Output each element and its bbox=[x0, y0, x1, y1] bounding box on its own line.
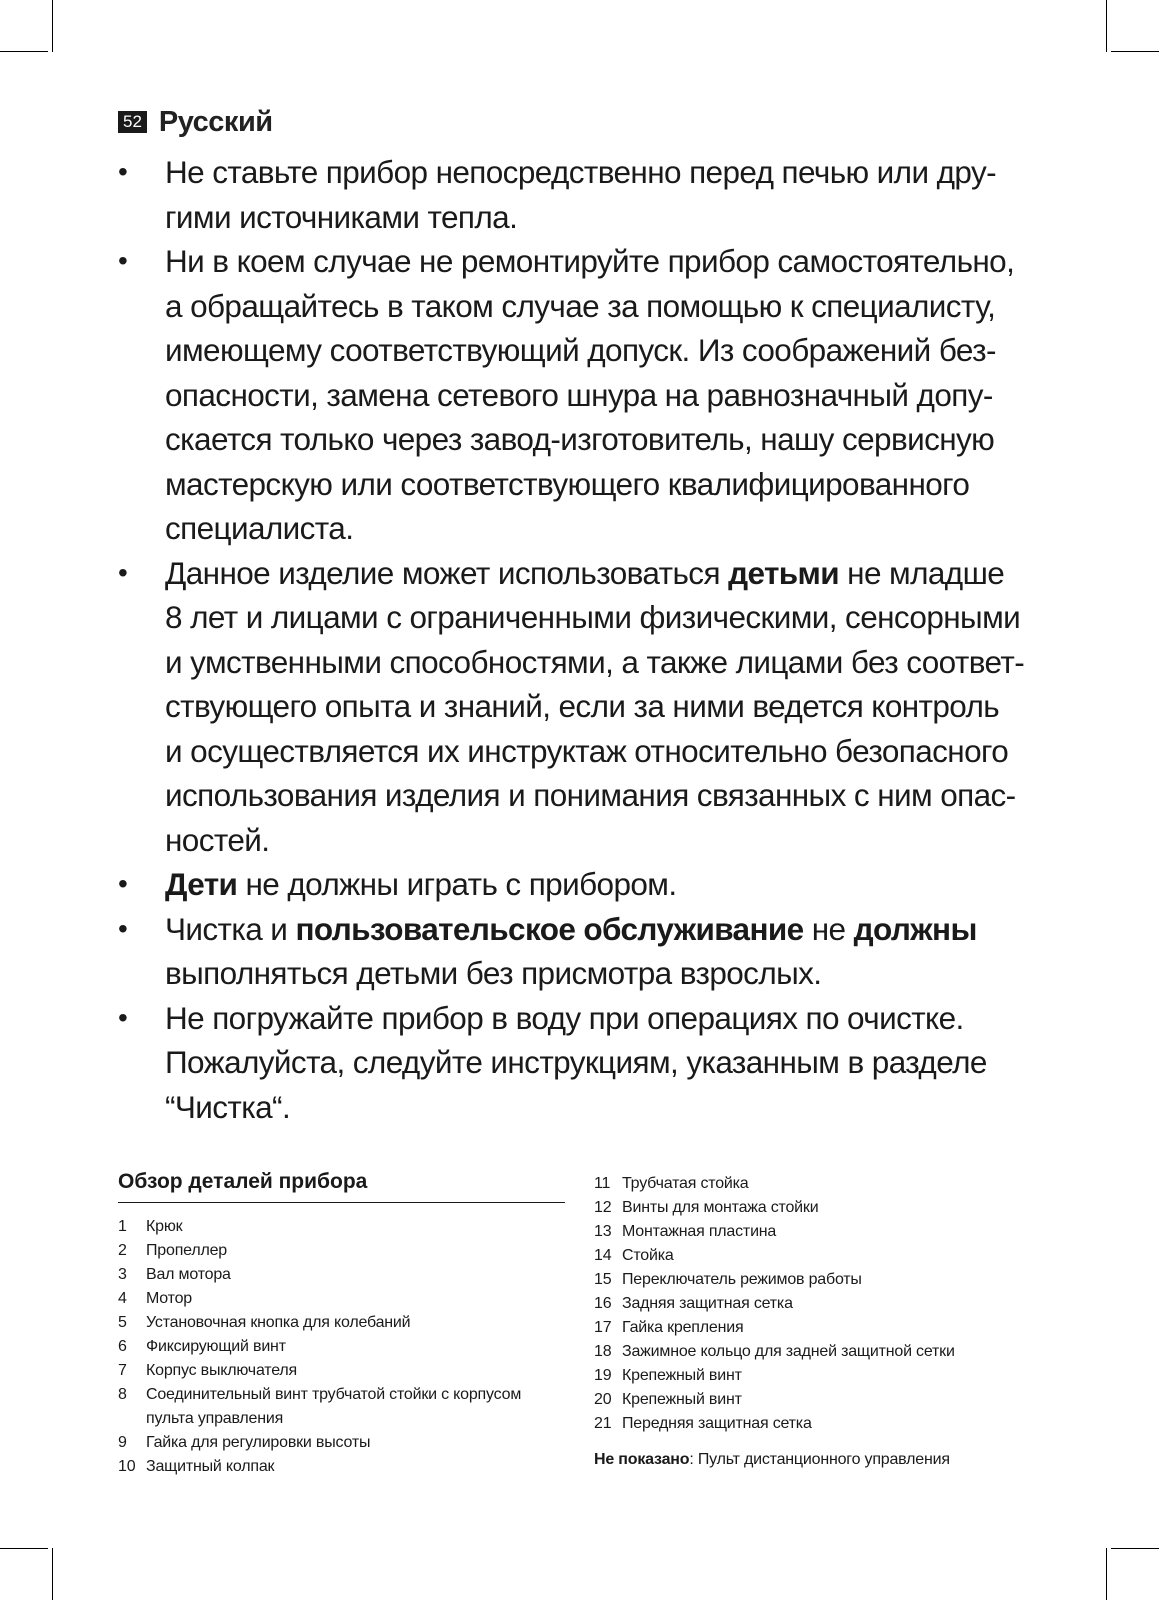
bullet-text: и умственными способностями, а также лицами без соответ- bbox=[165, 643, 1025, 680]
part-label: Задняя защитная сетка bbox=[622, 1295, 793, 1312]
bullet-text: Пожалуйста, следуйте инструкциям, указанным в разделе bbox=[165, 1044, 987, 1080]
part-number: 9 bbox=[118, 1434, 127, 1451]
page-header bbox=[118, 104, 273, 140]
bullet-line bbox=[165, 462, 1058, 507]
part-number: 17 bbox=[594, 1319, 612, 1336]
part-label: Крепежный винт bbox=[622, 1391, 742, 1408]
bullet-line bbox=[165, 284, 1058, 329]
part-label: Фиксирующий винт bbox=[146, 1338, 286, 1355]
part-number: 2 bbox=[118, 1242, 127, 1259]
parts-list-left bbox=[118, 1215, 565, 1479]
bullet-dot-icon: • bbox=[118, 912, 128, 944]
bullet-text: не должны играть с прибором. bbox=[237, 866, 677, 902]
part-number: 10 bbox=[118, 1458, 136, 1475]
part-item bbox=[594, 1316, 1034, 1340]
bullet-line bbox=[165, 951, 1058, 996]
part-label: Гайка крепления bbox=[622, 1319, 744, 1336]
bullet-text: мастерскую или соответствующего квалифицированного bbox=[165, 465, 970, 502]
part-item bbox=[118, 1431, 565, 1455]
bullet-text: Не ставьте прибор непосредственно перед печью или дру- bbox=[165, 154, 996, 190]
part-label: Монтажная пластина bbox=[622, 1223, 777, 1240]
part-item bbox=[118, 1287, 565, 1311]
part-label: пульта управления bbox=[146, 1410, 284, 1427]
not-shown-note bbox=[594, 1448, 1034, 1472]
part-item bbox=[118, 1215, 565, 1239]
bullet-text: Чистка и bbox=[165, 910, 296, 947]
part-number: 14 bbox=[594, 1247, 612, 1264]
bullet-text: ностей. bbox=[165, 821, 270, 858]
part-number: 5 bbox=[118, 1314, 127, 1331]
part-item bbox=[594, 1244, 1034, 1268]
part-item bbox=[118, 1311, 565, 1335]
bullet-line bbox=[165, 862, 1058, 907]
part-label: Крепежный винт bbox=[622, 1367, 742, 1384]
part-item bbox=[594, 1220, 1034, 1244]
bullet-text: имеющему соответствующий допуск. Из соображений без- bbox=[165, 332, 996, 368]
part-number: 16 bbox=[594, 1295, 612, 1312]
page-number: 52 bbox=[118, 111, 147, 133]
safety-bullet bbox=[118, 150, 1058, 239]
bullet-text: “Чистка“. bbox=[165, 1088, 291, 1125]
emphasis-text: детьми bbox=[728, 554, 840, 591]
overview-title: Обзор деталей прибора bbox=[118, 1170, 565, 1203]
crop-mark bbox=[52, 0, 53, 52]
bullet-line bbox=[165, 417, 1058, 462]
part-item bbox=[594, 1388, 1034, 1412]
part-item bbox=[594, 1196, 1034, 1220]
part-item bbox=[118, 1335, 565, 1359]
bullet-line bbox=[165, 640, 1058, 685]
part-label: Мотор bbox=[146, 1290, 193, 1307]
bullet-dot-icon: • bbox=[118, 556, 128, 588]
emphasis-text: Дети bbox=[165, 866, 238, 902]
part-number: 6 bbox=[118, 1338, 127, 1355]
bullet-dot-icon: • bbox=[118, 1001, 128, 1033]
part-number: 12 bbox=[594, 1199, 612, 1216]
bullet-line bbox=[165, 595, 1058, 640]
part-item bbox=[594, 1364, 1034, 1388]
part-label: Гайка для регулировки высоты bbox=[146, 1434, 371, 1451]
parts-overview bbox=[118, 1170, 565, 1479]
bullet-line bbox=[165, 551, 1058, 596]
bullet-text: скается только через завод-изготовитель, нашу сервисную bbox=[165, 421, 995, 457]
part-number: 4 bbox=[118, 1290, 127, 1307]
part-item bbox=[594, 1340, 1034, 1364]
part-item bbox=[118, 1239, 565, 1263]
safety-bullet bbox=[118, 907, 1058, 996]
parts-list-right bbox=[594, 1172, 1034, 1436]
part-item bbox=[118, 1263, 565, 1287]
part-label: Соединительный винт трубчатой стойки с корпусом bbox=[146, 1386, 522, 1403]
bullet-line bbox=[165, 684, 1058, 729]
part-label: Стойка bbox=[622, 1247, 674, 1264]
bullet-text: Не погружайте прибор в воду при операциях по очистке. bbox=[165, 999, 964, 1036]
bullet-line bbox=[165, 1040, 1058, 1085]
bullet-text: ствующего опыта и знаний, если за ними ведется контроль bbox=[165, 688, 1000, 724]
parts-overview-right bbox=[594, 1172, 1034, 1472]
section-language-title: Русский bbox=[158, 105, 273, 138]
part-number: 13 bbox=[594, 1223, 612, 1240]
safety-bullet-list bbox=[118, 150, 1058, 1129]
bullet-dot-icon: • bbox=[118, 156, 128, 187]
safety-bullet bbox=[118, 996, 1058, 1130]
part-label: Переключатель режимов работы bbox=[622, 1271, 862, 1288]
bullet-text: 8 лет и лицами с ограниченными физическими, сенсорными bbox=[165, 599, 1021, 635]
part-item bbox=[594, 1412, 1034, 1436]
bullet-line bbox=[165, 506, 1058, 551]
bullet-line bbox=[165, 996, 1058, 1041]
part-label: Трубчатая стойка bbox=[622, 1175, 749, 1192]
part-label: Вал мотора bbox=[146, 1266, 231, 1283]
bullet-text: Данное изделие может использоваться bbox=[165, 554, 729, 591]
part-number: 1 bbox=[118, 1218, 127, 1235]
part-number: 3 bbox=[118, 1266, 127, 1283]
part-label: Передняя защитная сетка bbox=[622, 1415, 812, 1432]
bullet-text: не bbox=[803, 910, 854, 947]
bullet-text: выполняться детьми без присмотра взрослых. bbox=[165, 955, 822, 991]
safety-bullet bbox=[118, 239, 1058, 551]
bullet-line bbox=[165, 150, 1058, 195]
part-item bbox=[118, 1455, 565, 1479]
bullet-text: специалиста. bbox=[165, 510, 354, 546]
part-number: 18 bbox=[594, 1343, 612, 1360]
safety-bullet bbox=[118, 551, 1058, 863]
part-number: 15 bbox=[594, 1271, 612, 1288]
not-shown-label: Не показано bbox=[594, 1451, 690, 1468]
bullet-line bbox=[165, 729, 1058, 774]
bullet-text: а обращайтесь в таком случае за помощью к специалисту, bbox=[165, 287, 996, 324]
crop-mark bbox=[1111, 51, 1159, 52]
part-item bbox=[594, 1268, 1034, 1292]
bullet-dot-icon: • bbox=[118, 245, 128, 276]
crop-mark bbox=[1106, 1548, 1107, 1600]
bullet-text: гими источниками тепла. bbox=[165, 198, 518, 235]
bullet-line bbox=[165, 373, 1058, 418]
part-item bbox=[118, 1359, 565, 1383]
bullet-text: и осуществляется их инструктаж относительно безопасного bbox=[165, 732, 1009, 769]
bullet-text: использования изделия и понимания связанных с ним опас- bbox=[165, 777, 1016, 813]
not-shown-text: : Пульт дистанционного управления bbox=[689, 1451, 950, 1468]
bullet-line bbox=[165, 195, 1058, 240]
part-number: 7 bbox=[118, 1362, 127, 1379]
bullet-line bbox=[165, 818, 1058, 863]
bullet-line bbox=[165, 328, 1058, 373]
crop-mark bbox=[1106, 0, 1107, 52]
bullet-line bbox=[165, 773, 1058, 818]
part-item bbox=[594, 1292, 1034, 1316]
crop-mark bbox=[52, 1548, 53, 1600]
crop-mark bbox=[1111, 1548, 1159, 1549]
bullet-line bbox=[165, 1085, 1058, 1130]
part-label: Зажимное кольцо для задней защитной сетки bbox=[622, 1343, 955, 1360]
emphasis-text: должны bbox=[853, 910, 977, 947]
crop-mark bbox=[0, 1548, 48, 1549]
safety-bullet bbox=[118, 862, 1058, 907]
bullet-line bbox=[165, 239, 1058, 284]
part-number: 20 bbox=[594, 1391, 612, 1408]
part-number: 8 bbox=[118, 1386, 127, 1403]
part-label: Установочная кнопка для колебаний bbox=[146, 1314, 411, 1331]
part-label: Защитный колпак bbox=[146, 1458, 275, 1475]
part-label: Винты для монтажа стойки bbox=[622, 1199, 819, 1216]
part-item bbox=[594, 1172, 1034, 1196]
part-label: Корпус выключателя bbox=[146, 1362, 298, 1379]
part-label: Крюк bbox=[146, 1218, 183, 1235]
bullet-text: опасности, замена сетевого шнура на равнозначный допу- bbox=[165, 376, 993, 413]
bullet-text: Ни в коем случае не ремонтируйте прибор самостоятельно, bbox=[165, 243, 1015, 279]
part-label: Пропеллер bbox=[146, 1242, 227, 1259]
crop-mark bbox=[0, 51, 48, 52]
part-item bbox=[118, 1383, 565, 1431]
bullet-dot-icon: • bbox=[118, 868, 128, 899]
part-number: 11 bbox=[594, 1175, 611, 1192]
bullet-text: не младше bbox=[839, 554, 1005, 591]
part-number: 19 bbox=[594, 1367, 612, 1384]
emphasis-text: пользовательское обслуживание bbox=[295, 910, 804, 947]
bullet-line bbox=[165, 907, 1058, 952]
part-number: 21 bbox=[594, 1415, 612, 1432]
